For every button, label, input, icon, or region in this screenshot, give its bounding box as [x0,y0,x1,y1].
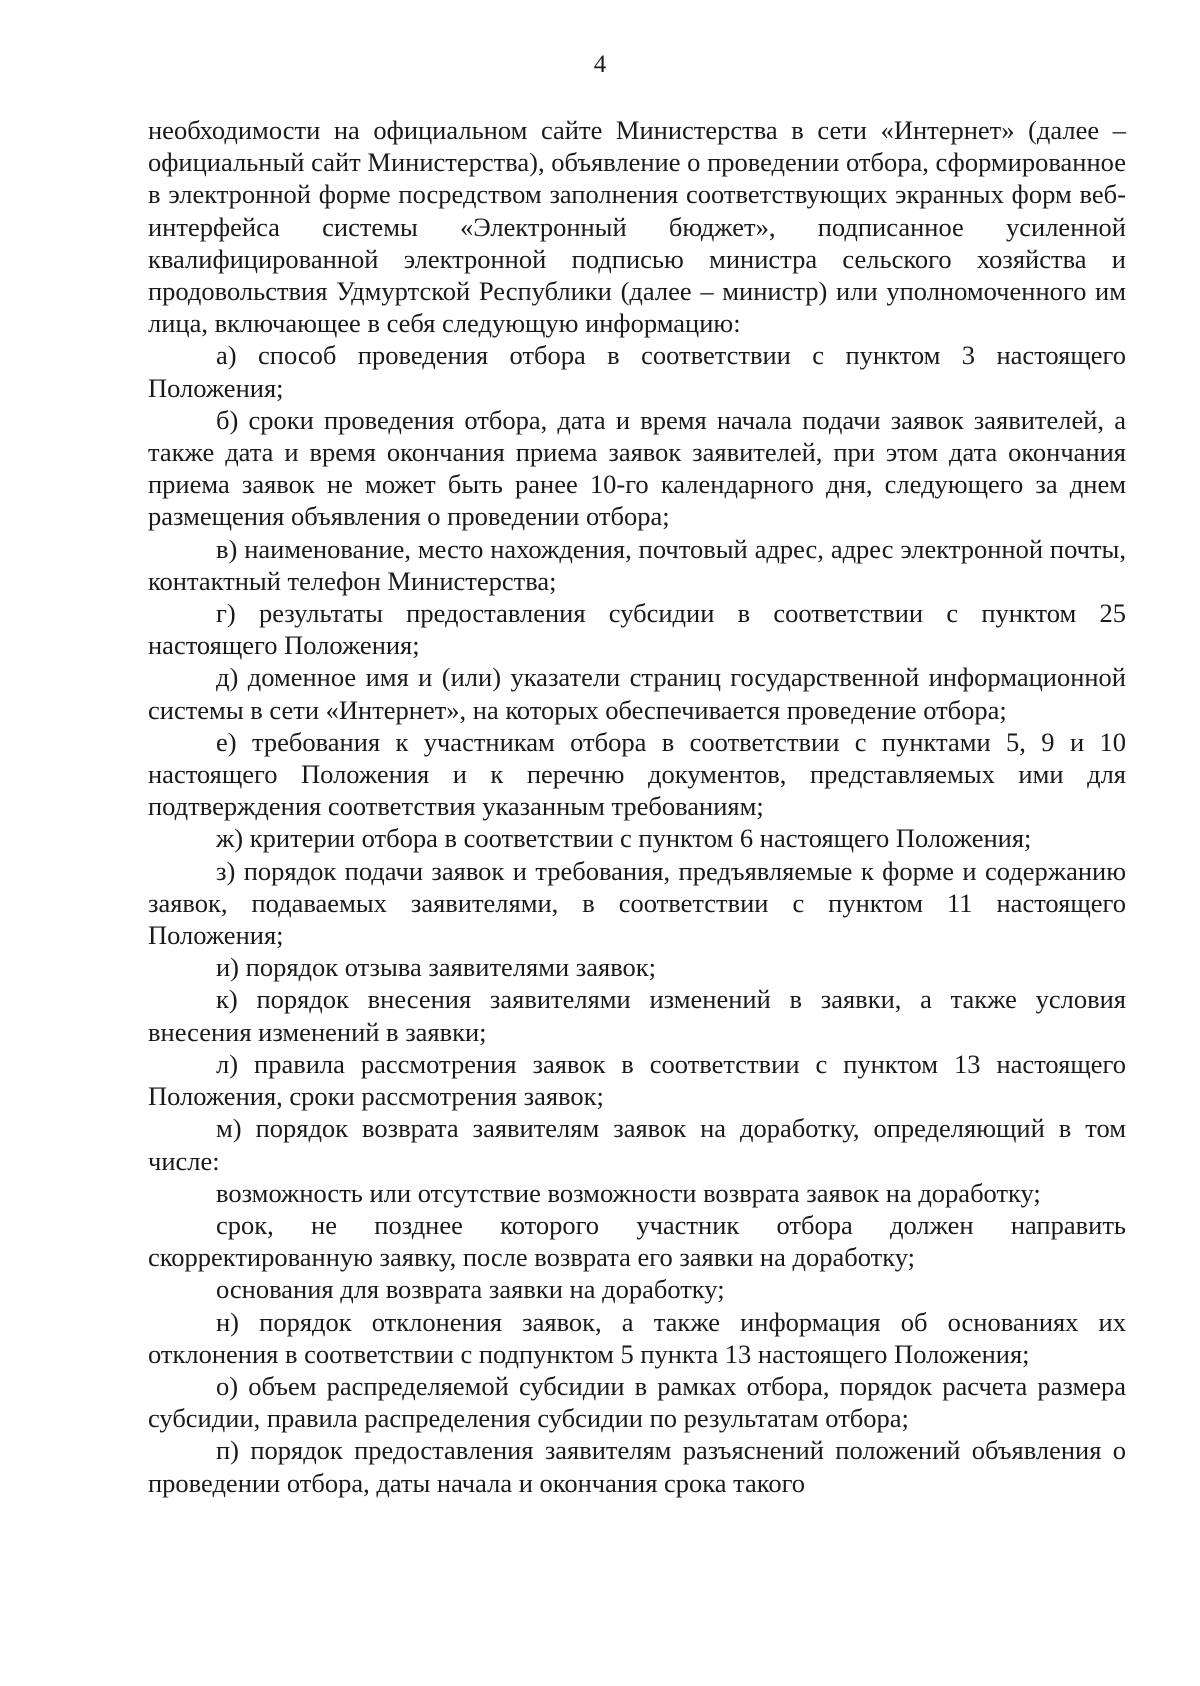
paragraph-i: и) порядок отзыва заявителями заявок; [216,952,657,983]
paragraph-z: з) порядок подачи заявок и требования, предъявляемые к форме и содержанию заявок, подаваемых заявителями, в соответствии с пунктом 11 настоящего Положения; [148,855,1126,951]
paragraph-n: н) порядок отклонения заявок, а также информация об основаниях их отклонения в соответствии с подпунктом 5 пункта 13 настоящего Положения; [148,1306,1126,1369]
paragraph-e: е) требования к участникам отбора в соответствии с пунктами 5, 9 и 10 настоящего Положения и к перечню документов, представляемых ими для подтверждения соответствия указанным требованиям; [148,726,1126,822]
page-number: 4 [593,51,607,78]
paragraph-m3: основания для возврата заявки на доработку; [216,1274,725,1305]
paragraph-zh: ж) критерии отбора в соответствии с пунктом 6 настоящего Положения; [216,823,1032,854]
paragraph-intro: необходимости на официальном сайте Министерства в сети «Интернет» (далее – официальный сайт Министерства), объявление о проведении отбора, сформированное в электронной форме посредством заполнения соответствующих экранных форм веб-интерфейса системы «Электронный бюджет», подписанное усиленной квалифицированной электронной подписью министра сельского хозяйства и продовольствия Удмуртской Республики (далее – министр) или уполномоченного им лица, включающее в себя следующую информацию: [148,115,1126,339]
paragraph-m2: срок, не позднее которого участник отбора должен направить скорректированную заявку, после возврата его заявки на доработку; [148,1209,1126,1273]
paragraph-g: г) результаты предоставления субсидии в соответствии с пунктом 25 настоящего Положения; [148,598,1126,661]
paragraph-p: п) порядок предоставления заявителям разъяснений положений объявления о проведении отбора, даты начала и окончания срока такого [148,1435,1126,1498]
paragraph-m: м) порядок возврата заявителям заявок на доработку, определяющий в том числе: [148,1113,1126,1176]
paragraph-o: о) объем распределяемой субсидии в рамках отбора, порядок расчета размера субсидии, правила распределения субсидии по результатам отбора; [148,1370,1126,1434]
paragraph-b: б) сроки проведения отбора, дата и время начала подачи заявок заявителей, а также дата и время окончания приема заявок заявителей, при этом дата окончания приема заявок не может быть ранее 10-го календарного дня, следующего за днем размещения объявления о проведении отбора; [148,404,1126,532]
paragraph-v: в) наименование, место нахождения, почтовый адрес, адрес электронной почты, контактный телефон Министерства; [148,533,1126,596]
paragraph-l: л) правила рассмотрения заявок в соответствии с пунктом 13 настоящего Положения, сроки рассмотрения заявок; [148,1048,1126,1112]
paragraph-a: а) способ проведения отбора в соответствии с пунктом 3 настоящего Положения; [148,340,1126,403]
paragraph-m1: возможность или отсутствие возможности возврата заявок на доработку; [216,1177,1041,1208]
paragraph-d: д) доменное имя и (или) указатели страниц государственной информационной системы в сети «Интернет», на которых обеспечивается проведение отбора; [148,662,1126,725]
paragraph-k: к) порядок внесения заявителями изменений в заявки, а также условия внесения изменений в заявки; [148,984,1126,1047]
document-body [148,114,1126,1499]
